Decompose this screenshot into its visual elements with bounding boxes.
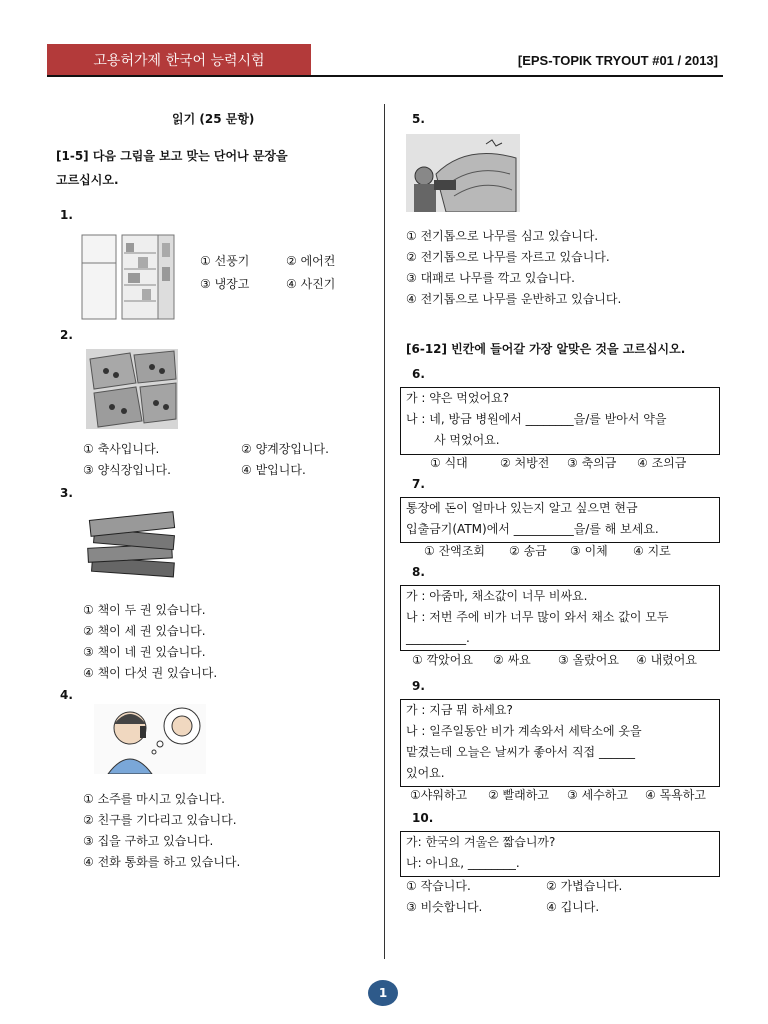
question-number-1: 1. [60, 208, 73, 222]
q4-option-1[interactable]: ① 소주를 마시고 있습니다. [83, 792, 225, 806]
q3-option-4[interactable]: ④ 책이 다섯 권 있습니다. [83, 666, 218, 680]
q2-option-2[interactable]: ② 양계장입니다. [241, 442, 329, 456]
q5-option-2[interactable]: ② 전기톱으로 나무를 자르고 있습니다. [406, 250, 610, 264]
question-number-7: 7. [412, 477, 425, 491]
question-number-8: 8. [412, 565, 425, 579]
q8-line-1: 가 : 아줌마, 채소값이 너무 비싸요. [406, 589, 588, 603]
q9-option-3[interactable]: ③ 세수하고 [567, 788, 628, 802]
q8-line-3: __________. [406, 631, 470, 645]
q7-option-1[interactable]: ① 잔액조회 [424, 544, 485, 558]
q4-option-2[interactable]: ② 친구를 기다리고 있습니다. [83, 813, 237, 827]
chainsaw-image [406, 134, 520, 212]
q5-option-3[interactable]: ③ 대패로 나무를 깍고 있습니다. [406, 271, 575, 285]
q6-line-3: 사 먹었어요. [434, 433, 500, 447]
question-number-3: 3. [60, 486, 73, 500]
question-number-9: 9. [412, 679, 425, 693]
q8-option-4[interactable]: ④ 내렸어요 [636, 653, 697, 667]
q10-option-4[interactable]: ④ 깁니다. [546, 900, 600, 914]
q6-line-2: 나 : 네, 방금 병원에서 ________을/를 받아서 약을 [406, 412, 667, 426]
phone-call-image [94, 704, 206, 774]
books-image [82, 506, 184, 584]
q10-option-2[interactable]: ② 가볍습니다. [546, 879, 623, 893]
q6-option-4[interactable]: ④ 조의금 [637, 456, 687, 470]
fish-farm-image [86, 349, 178, 429]
q8-option-3[interactable]: ③ 올랐어요 [558, 653, 619, 667]
tryout-label: [EPS-TOPIK TRYOUT #01 / 2013] [517, 53, 718, 68]
q7-option-3[interactable]: ③ 이체 [570, 544, 608, 558]
q10-option-1[interactable]: ① 작습니다. [406, 879, 471, 893]
instruction-line-2: 고르십시오. [56, 173, 119, 187]
q5-option-1[interactable]: ① 전기톱으로 나무를 심고 있습니다. [406, 229, 599, 243]
header-rule [47, 75, 723, 77]
q6-option-1[interactable]: ① 식대 [430, 456, 468, 470]
q6-option-3[interactable]: ③ 축의금 [567, 456, 617, 470]
q8-option-2[interactable]: ② 싸요 [493, 653, 531, 667]
q2-option-1[interactable]: ① 축사입니다. [83, 442, 160, 456]
q1-option-2[interactable]: ② 에어컨 [286, 254, 336, 268]
q5-option-4[interactable]: ④ 전기톱으로 나무를 운반하고 있습니다. [406, 292, 622, 306]
section-title: 읽기 (25 문항) [172, 112, 255, 126]
q4-option-4[interactable]: ④ 전화 통화를 하고 있습니다. [83, 855, 241, 869]
q10-option-3[interactable]: ③ 비슷합니다. [406, 900, 483, 914]
q2-option-4[interactable]: ④ 밭입니다. [241, 463, 306, 477]
page-number [368, 980, 398, 1006]
q7-option-2[interactable]: ② 송금 [509, 544, 547, 558]
q10-line-1: 가: 한국의 겨울은 짧습니까? [406, 835, 556, 849]
section-2-instruction: [6-12] 빈칸에 들어갈 가장 알맞은 것을 고르십시오. [406, 342, 686, 356]
q2-option-3[interactable]: ③ 양식장입니다. [83, 463, 171, 477]
question-number-10: 10. [412, 811, 434, 825]
q4-option-3[interactable]: ③ 집을 구하고 있습니다. [83, 834, 214, 848]
question-number-4: 4. [60, 688, 73, 702]
q7-line-1: 통장에 돈이 얼마나 있는지 알고 싶으면 현금 [406, 501, 638, 515]
q8-line-2: 나 : 저번 주에 비가 너무 많이 와서 채소 값이 모두 [406, 610, 669, 624]
column-divider [384, 104, 385, 959]
q3-option-2[interactable]: ② 책이 세 권 있습니다. [83, 624, 206, 638]
question-number-5: 5. [412, 112, 425, 126]
q6-line-1: 가 : 약은 먹었어요? [406, 391, 510, 405]
q9-line-4: 있어요. [406, 766, 445, 780]
instruction-line-1: [1-5] 다음 그림을 보고 맞는 단어나 문장을 [56, 149, 288, 163]
q8-option-1[interactable]: ① 깍았어요 [412, 653, 473, 667]
q6-option-2[interactable]: ② 처방전 [500, 456, 550, 470]
q9-line-1: 가 : 지금 뭐 하세요? [406, 703, 513, 717]
exam-title: 고용허가제 한국어 능력시험 [93, 52, 265, 69]
q10-line-2: 나: 아니요, ________. [406, 856, 520, 870]
q3-option-3[interactable]: ③ 책이 네 권 있습니다. [83, 645, 206, 659]
q1-option-4[interactable]: ④ 사진기 [286, 277, 336, 291]
exam-title-banner [47, 44, 311, 75]
question-number-2: 2. [60, 328, 73, 342]
q7-line-2: 입출금기(ATM)에서 __________을/를 해 보세요. [406, 522, 659, 536]
q1-option-3[interactable]: ③ 냉장고 [200, 277, 250, 291]
q3-option-1[interactable]: ① 책이 두 권 있습니다. [83, 603, 206, 617]
q1-option-1[interactable]: ① 선풍기 [200, 254, 250, 268]
q9-line-3: 맡겼는데 오늘은 날씨가 좋아서 직접 ______ [406, 745, 635, 759]
page-number-text: 1 [378, 986, 388, 1000]
q7-option-4[interactable]: ④ 지로 [633, 544, 671, 558]
question-number-6: 6. [412, 367, 425, 381]
q9-option-4[interactable]: ④ 목욕하고 [645, 788, 706, 802]
q9-line-2: 나 : 일주일동안 비가 계속와서 세탁소에 옷을 [406, 724, 642, 738]
q9-option-1[interactable]: ①샤워하고 [410, 788, 468, 802]
q9-option-2[interactable]: ② 빨래하고 [488, 788, 549, 802]
refrigerator-image [80, 233, 178, 321]
